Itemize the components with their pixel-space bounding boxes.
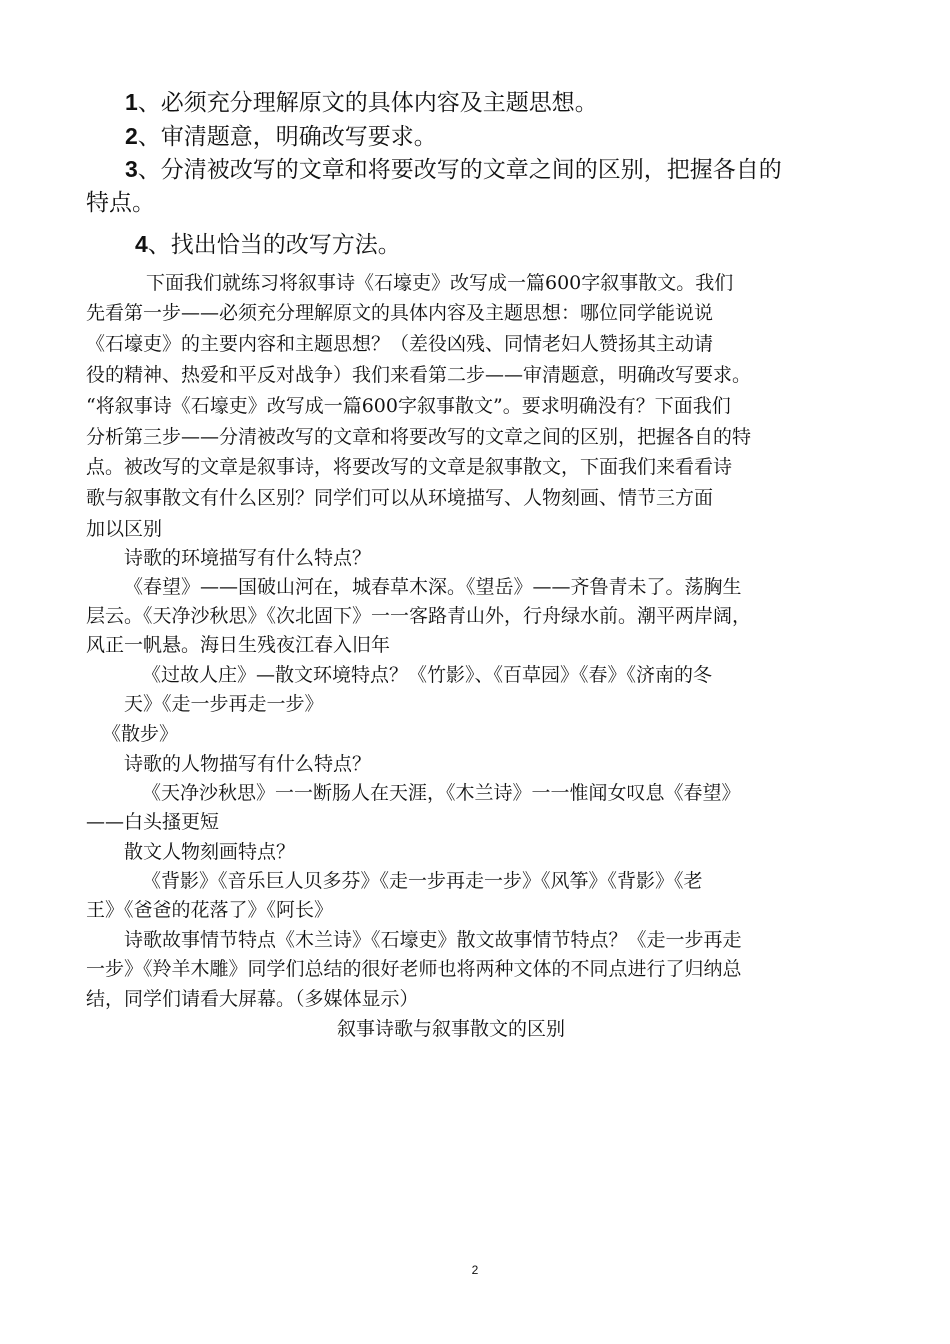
- question-line: 诗歌的人物描写有什么特点？: [124, 753, 372, 775]
- step-number: 1: [125, 89, 138, 115]
- step-number: 4: [135, 231, 148, 257]
- step-4: [135, 233, 401, 257]
- paragraph-line: 《背影》《音乐巨人贝多芬》《走一步再走一步》《风筝》《背影》《老: [142, 870, 703, 892]
- question-line: 诗歌的环境描写有什么特点？: [124, 547, 372, 569]
- paragraph-line: 王》《爸爸的花落了》《阿长》: [86, 899, 334, 921]
- paragraph-line: 《春望》——国破山河在，城春草木深。《望岳》——齐鲁青未了。荡胸生: [124, 576, 742, 598]
- step-number: 3: [125, 156, 138, 182]
- paragraph-line: 《石壕吏》的主要内容和主题思想？（差役凶残、同情老妇人赞扬其主动请: [86, 333, 714, 355]
- paragraph-line: 加以区别: [86, 518, 163, 540]
- question-line: 散文人物刻画特点？: [124, 841, 296, 863]
- paragraph-line: 《天净沙秋思》一一断肠人在天涯，《木兰诗》一一惟闻女叹息《春望》: [142, 782, 741, 804]
- step-3-continuation: 特点。: [86, 190, 155, 216]
- step-2: [125, 125, 437, 149]
- section-title: 叙事诗歌与叙事散文的区别: [337, 1018, 566, 1040]
- paragraph-line: 下面我们就练习将叙事诗《石壕吏》改写成一篇600字叙事散文。我们: [146, 272, 734, 294]
- step-number: 2: [125, 123, 138, 149]
- paragraph-line: 结，同学们请看大屏幕。（多媒体显示）: [86, 988, 419, 1010]
- paragraph-line: 《散步》: [102, 723, 179, 745]
- step-1: [125, 91, 598, 115]
- step-text: 、找出恰当的改写方法。: [147, 232, 401, 258]
- paragraph-line: 歌与叙事散文有什么区别？同学们可以从环境描写、人物刻画、情节三方面: [86, 487, 714, 509]
- paragraph-line: 层云。《天净沙秋思》《次北固下》一一客路青山外，行舟绿水前。潮平两岸阔，: [86, 605, 752, 627]
- paragraph-line: 《过故人庄》—散文环境特点？《竹影》、《百草园》《春》《济南的冬: [142, 664, 713, 686]
- page-number: 2: [471, 1263, 479, 1277]
- step-text: 、必须充分理解原文的具体内容及主题思想。: [137, 90, 598, 116]
- paragraph-line: ——白头搔更短: [86, 811, 220, 833]
- paragraph-line: 天》《走一步再走一步》: [124, 693, 324, 715]
- step-text: 、分清被改写的文章和将要改写的文章之间的区别，把握各自的: [137, 157, 782, 183]
- paragraph-line: 分析第三步——分清被改写的文章和将要改写的文章之间的区别，把握各自的特: [86, 426, 752, 448]
- paragraph-line: 役的精神、热爱和平反对战争）我们来看第二步——审清题意，明确改写要求。: [86, 364, 752, 386]
- paragraph-line: 诗歌故事情节特点《木兰诗》《石壕吏》散文故事情节特点？《走一步再走: [124, 929, 742, 951]
- paragraph-line: “将叙事诗《石壕吏》改写成一篇600字叙事散文”。要求明确没有？下面我们: [86, 395, 731, 417]
- step-3: [125, 158, 782, 182]
- paragraph-line: 点。被改写的文章是叙事诗，将要改写的文章是叙事散文，下面我们来看看诗: [86, 456, 733, 478]
- paragraph-line: 风正一帆悬。海日生残夜江春入旧年: [86, 634, 391, 656]
- paragraph-line: 先看第一步——必须充分理解原文的具体内容及主题思想：哪位同学能说说: [86, 302, 714, 324]
- paragraph-line: 一步》《羚羊木雕》同学们总结的很好老师也将两种文体的不同点进行了归纳总: [86, 958, 742, 980]
- step-text: 、审清题意，明确改写要求。: [137, 124, 437, 150]
